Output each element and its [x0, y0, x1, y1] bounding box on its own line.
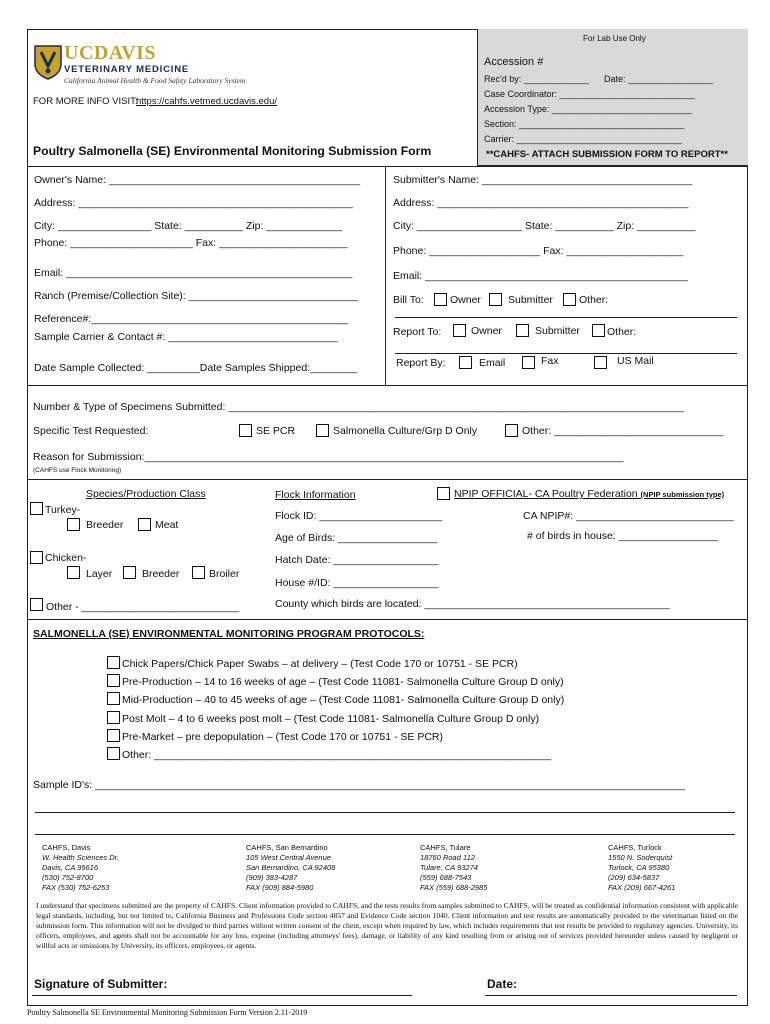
accession-label: Accession # [484, 56, 544, 68]
more-info-label: FOR MORE INFO VISIT: [33, 96, 138, 107]
protocol-checkbox[interactable] [107, 711, 120, 724]
logo-uc: UCDAVIS [64, 42, 157, 64]
protocol-checkbox[interactable] [107, 729, 120, 742]
bill-to-label: Bill To: [393, 294, 424, 306]
report-to-submitter-checkbox[interactable] [516, 324, 529, 337]
flock-heading: Flock Information [275, 489, 356, 501]
turkey-breeder-label: Breeder [86, 519, 124, 531]
header-divider [27, 166, 748, 167]
bill-to-submitter-checkbox[interactable] [489, 293, 502, 306]
submitter-email-field[interactable]: Email: _____________________________________________ [393, 270, 688, 282]
chicken-breeder-checkbox[interactable] [123, 566, 136, 579]
submitter-city-field[interactable]: City: __________________ State: __________ Zip: __________ [393, 220, 696, 232]
house-id-field[interactable]: House #/ID: __________________ [275, 577, 439, 589]
signature-line [32, 995, 412, 996]
protocol-checkbox[interactable] [107, 692, 120, 705]
other-species-field[interactable]: Other - ___________________________ [46, 601, 240, 613]
lab-use-title: For Lab Use Only [583, 34, 646, 43]
specific-test-label: Specific Test Requested: [33, 425, 149, 437]
protocol-list [107, 656, 707, 765]
lab-date-field[interactable]: Date: _________________ [604, 74, 714, 84]
se-pcr-checkbox[interactable] [239, 424, 252, 437]
report-by-label: Report By: [396, 357, 446, 369]
lab-address-line: CAHFS, Turlock [608, 843, 662, 852]
bill-to-line [395, 317, 737, 318]
lab-address-line: FAX (909) 884-5980 [246, 883, 314, 892]
owner-email-field[interactable]: Email: _________________________________________________ [34, 267, 353, 279]
layer-label: Layer [86, 568, 113, 580]
lab-address-line: W. Health Sciences Dr. [42, 853, 119, 862]
npip-note: (NPIP submission type) [640, 490, 725, 499]
date-collected-field[interactable]: Date Sample Collected: _________Date Samples Shipped:________ [34, 362, 357, 374]
logo-vm: VETERINARY MEDICINE [64, 64, 189, 75]
bill-to-owner-label: Owner [450, 294, 481, 306]
bill-to-owner-checkbox[interactable] [434, 293, 447, 306]
protocol-checkbox[interactable] [107, 674, 120, 687]
flock-id-field[interactable]: Flock ID: _____________________ [275, 510, 442, 522]
report-by-fax-label: Fax [541, 355, 559, 367]
hatch-date-field[interactable]: Hatch Date: __________________ [275, 554, 439, 566]
npip-label [454, 488, 724, 500]
bill-to-submitter-label: Submitter [508, 294, 553, 306]
protocol-label: Pre-Market – pre depopulation – (Test Code 170 or 10751 - SE PCR) [122, 730, 444, 743]
county-field[interactable]: County which birds are located: __________________________________________ [275, 598, 670, 610]
report-to-owner-label: Owner [471, 325, 502, 337]
reason-field[interactable]: Reason for Submission:__________________________________________________________________________________ [33, 451, 624, 463]
owner-phone-field[interactable]: Phone: _____________________ Fax: ______________________ [34, 237, 348, 249]
lab-address-line: FAX (559) 688-2985 [420, 883, 488, 892]
report-to-other-checkbox[interactable] [592, 324, 605, 337]
age-field[interactable]: Age of Birds: _________________ [275, 532, 438, 544]
report-to-other-label: Other: [607, 326, 637, 338]
sample-ids-line-3 [35, 834, 735, 835]
npip-checkbox[interactable] [437, 487, 450, 500]
form-title: Poultry Salmonella (SE) Environmental Monitoring Submission Form [33, 144, 432, 158]
lab-address-line: CAHFS, Tulare [420, 843, 471, 852]
lab-address-line: (530) 752-8700 [42, 873, 94, 882]
owner-name-field[interactable]: Owner's Name: ___________________________________________ [34, 174, 361, 186]
protocol-label: Post Molt – 4 to 6 weeks post molt – (Test Code 11081- Salmonella Culture Group D only) [122, 712, 540, 725]
birds-in-house-field[interactable]: # of birds in house: _________________ [527, 530, 718, 542]
turkey-checkbox[interactable] [30, 502, 43, 515]
broiler-label: Broiler [209, 568, 240, 580]
broiler-checkbox[interactable] [192, 566, 205, 579]
turkey-meat-checkbox[interactable] [138, 518, 151, 531]
salmonella-culture-checkbox[interactable] [316, 424, 329, 437]
lab-address-line: 1550 N. Soderquist [608, 853, 673, 862]
protocol-item [107, 692, 707, 710]
recd-by-field[interactable]: Rec'd by: _____________ [484, 74, 589, 84]
protocol-item [107, 747, 707, 765]
lab-address-line: 18760 Road 112 [420, 853, 475, 862]
report-by-email-checkbox[interactable] [459, 356, 472, 369]
lab-address [420, 843, 487, 893]
report-to-owner-checkbox[interactable] [453, 324, 466, 337]
disclaimer-text: I understand that specimens submitted are the property of CAHFS. Client information provided to CAHFS, and the tests results from samples submitted to CAHFS, will be treated as confidential information consistent with applicable legal standards, including, but not limited to, California Business and Professions Code section 4857 and Evidence Code section 1040. Client information and test results are automatically provided to the veterinarian listed on the submission form. This information will not be divulged to third parties without written consent of the client, except when required by law, which includes requirements that test results be provided to regulatory agencies. University, its officers, employees, and agents shall not be accountable for any loss, expense (including attorneys' fees), damage, or liability of any kind resulting from or arising out of services provided hereunder unless caused by negligent or willful acts or omissions by University, its officers, employees, or agents. [36, 901, 738, 950]
more-info-link[interactable]: https://cahfs.vetmed.ucdavis.edu/ [136, 96, 277, 107]
lab-address-line: 105 West Central Avenue [246, 853, 331, 862]
ucdavis-logo [33, 44, 63, 80]
lab-address-line: Davis, CA 95616 [42, 863, 99, 872]
protocol-item [107, 674, 707, 692]
owner-address-field[interactable]: Address: _______________________________________________ [34, 197, 353, 209]
submitter-name-field[interactable]: Submitter's Name: ____________________________________ [393, 174, 693, 186]
bill-to-other-checkbox[interactable] [563, 293, 576, 306]
lab-address-line: (209) 634-5837 [608, 873, 660, 882]
lab-address-line: (559) 688-7543 [420, 873, 472, 882]
labs-row [42, 843, 742, 899]
chicken-label: Chicken- [45, 552, 87, 564]
report-by-usmail-label: US Mail [617, 355, 654, 367]
lab-address-line: Tulare, CA 93274 [420, 863, 478, 872]
signature-label: Signature of Submitter: [34, 977, 168, 991]
lab-address-line: CAHFS, San Bernardino [246, 843, 328, 852]
owner-city-field[interactable]: City: ________________ State: __________ Zip: _____________ [34, 220, 343, 232]
turkey-label: Turkey- [45, 504, 81, 516]
lab-address-line: FAX (530) 752-6253 [42, 883, 110, 892]
report-by-usmail-checkbox[interactable] [594, 356, 607, 369]
shield-icon [33, 44, 63, 80]
accession-type-field[interactable]: Accession Type: ____________________________ [484, 104, 693, 114]
protocol-checkbox[interactable] [107, 656, 120, 669]
protocol-item [107, 656, 707, 674]
submitter-phone-field[interactable]: Phone: ___________________ Fax: ____________________ [393, 245, 684, 257]
report-to-label: Report To: [393, 326, 442, 338]
lab-address [42, 843, 119, 893]
sample-ids-line-2 [35, 812, 735, 813]
specimens-divider [27, 479, 748, 480]
flock-divider [27, 619, 748, 620]
other-test-field[interactable]: Other: _____________________________ [522, 425, 724, 437]
bill-to-other-label: Other: [579, 294, 609, 306]
lab-address-line: CAHFS, Davis [42, 843, 91, 852]
specimens-field[interactable]: Number & Type of Specimens Submitted: ______________________________________________________________________________ [33, 401, 684, 413]
owner-divider [27, 385, 748, 386]
footer-version: Poultry Salmonella SE Environmental Monitoring Submission Form Version 2.11-2019 [27, 1008, 308, 1017]
lab-address-line: San Bernardino, CA 92408 [246, 863, 336, 872]
report-to-line [395, 353, 737, 354]
column-divider [385, 166, 386, 385]
protocols-heading: SALMONELLA (SE) ENVIRONMENTAL MONITORING PROGRAM PROTOCOLS: [33, 628, 425, 640]
turkey-breeder-checkbox[interactable] [67, 518, 80, 531]
attach-note: **CAHFS- ATTACH SUBMISSION FORM TO REPORT** [486, 149, 728, 160]
signature-date-line [485, 995, 737, 996]
protocol-label: Other: ____________________________________________________________________ [122, 748, 552, 761]
case-coordinator-field[interactable]: Case Coordinator: ___________________________ [484, 89, 695, 99]
protocol-item [107, 711, 707, 729]
logo-subtitle: California Animal Health & Food Safety Laboratory System [64, 76, 246, 85]
signature-date-label: Date: [487, 977, 518, 991]
lab-address-line: Turlock, CA 95380 [608, 863, 670, 872]
chicken-checkbox[interactable] [30, 551, 43, 564]
layer-checkbox[interactable] [67, 566, 80, 579]
flock-monitoring-note: (CAHFS use Flock Monitoring) [33, 467, 122, 474]
ranch-field[interactable]: Ranch (Premise/Collection Site): _____________________________ [34, 290, 358, 302]
report-by-email-label: Email [479, 357, 506, 369]
protocol-label: Pre-Production – 14 to 16 weeks of age – (Test Code 11081- Salmonella Culture Group D only) [122, 676, 564, 689]
report-to-submitter-label: Submitter [535, 325, 580, 337]
sample-ids-field[interactable]: Sample ID's: _____________________________________________________________________________________________________ [33, 779, 685, 791]
lab-address [246, 843, 335, 893]
se-pcr-label: SE PCR [256, 425, 296, 437]
npip-text: NPIP OFFICIAL- CA Poultry Federation [454, 488, 638, 500]
report-by-fax-checkbox[interactable] [522, 356, 535, 369]
salmonella-culture-label: Salmonella Culture/Grp D Only [333, 425, 478, 437]
ca-npip-field[interactable]: CA NPIP#: ___________________________ [523, 510, 734, 522]
turkey-meat-label: Meat [155, 519, 179, 531]
section-field[interactable]: Section: _________________________________ [484, 119, 685, 129]
other-test-checkbox[interactable] [505, 424, 518, 437]
lab-address-line: FAX (209) 667-4261 [608, 883, 676, 892]
lab-address [608, 843, 675, 893]
reference-field[interactable]: Reference#:____________________________________________ [34, 313, 349, 325]
chicken-breeder-label: Breeder [142, 568, 180, 580]
protocol-label: Mid-Production – 40 to 45 weeks of age – (Test Code 11081- Salmonella Culture Group D only) [122, 694, 565, 707]
carrier-contact-field[interactable]: Sample Carrier & Contact #: _____________________________ [34, 331, 338, 343]
carrier-field[interactable]: Carrier: _________________________________ [484, 134, 682, 144]
other-species-checkbox[interactable] [30, 598, 43, 611]
protocol-item [107, 729, 707, 747]
lab-address-line: (909) 383-4287 [246, 873, 298, 882]
species-heading: Species/Production Class [86, 488, 206, 500]
submitter-address-field[interactable]: Address: ___________________________________________ [393, 197, 689, 209]
protocol-checkbox[interactable] [107, 747, 120, 760]
protocol-label: Chick Papers/Chick Paper Swabs – at delivery – (Test Code 170 or 10751 - SE PCR) [122, 658, 518, 670]
